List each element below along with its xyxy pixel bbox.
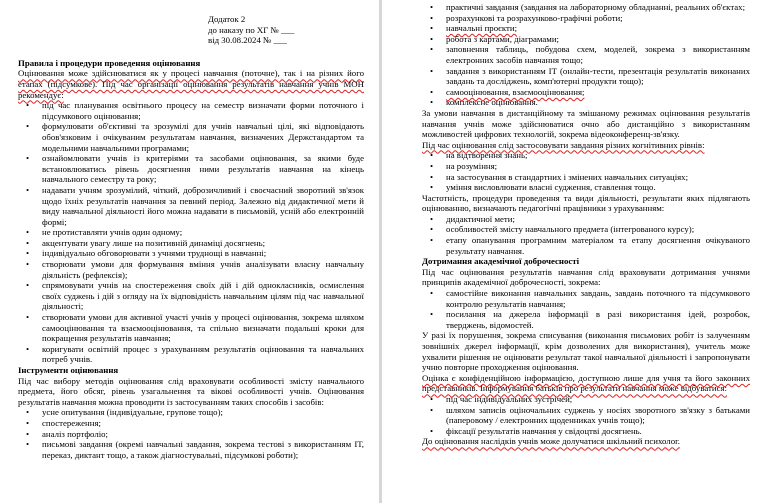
list-item: • індивідуально обговорювати з учнями труднощі в навчанні; [18, 248, 364, 259]
section-heading-tools: Інструменти оцінювання [18, 365, 119, 375]
list-item: • навчальні проєкти; [422, 23, 750, 34]
list-item: • самостійне виконання навчальних завдань, завдань поточного та підсумкового контролю результатів навчання; [422, 288, 750, 309]
parent-information-list [422, 394, 750, 436]
list-item: • створювати умови для активної участі учнів у процесі оцінювання, зокрема шляхом самооцінювання та взаємооцінювання, та спільно визначати подальші кроки для покращення результатів навчання; [18, 312, 364, 344]
list-item: • особливостей змісту навчального предмета (інтегрованого курсу); [422, 224, 750, 235]
integrity-list [422, 288, 750, 330]
section-heading-rules: Правила і процедури проведення оцінювання [18, 57, 201, 68]
remote-learning-paragraph: За умови навчання в дистанційному та змішаному режимах оцінювання результатів навчання учнів може здійснюватися очно або дистанційно з використанням можливостей цифрових технологій, зокрема відеоконференц-зв'язку. [422, 107, 750, 140]
rules-intro-paragraph: Оцінювання може здійснюватися як у процесі навчання (поточне), так і на різних його етапах (підсумкове). Під час організації оцінювання результатів навчання учнів МОН рекомендує: [18, 68, 364, 100]
section-heading-integrity: Дотримання академічної доброчесності [422, 256, 580, 267]
list-item: • на відтворення знань; [422, 150, 750, 161]
list-item: • спостереження; [18, 418, 364, 429]
list-item: • створювати умови для формування вміння учнів аналізувати власну навчальну діяльність (рефлексія); [18, 259, 364, 280]
rules-list [18, 100, 364, 365]
confidentiality-paragraph: Оцінка є конфіденційною інформацією, доступною лише для учня та його законних представників. Інформування батьків про результати навчання може відбуватися: [422, 372, 750, 394]
list-item: • уміння висловлювати власні судження, ставлення тощо. [422, 182, 750, 193]
page-content [422, 2, 750, 447]
list-item: • під час індивідуальних зустрічей; [422, 394, 750, 405]
tools-intro-paragraph: Під час вибору методів оцінювання слід враховувати особливості змісту навчального предмета, його обсяг, рівень узагальнення та вікові особливості учнів. Оцінювання результатів навчання можна проводити із застосуванням таких способів і засобів: [18, 375, 364, 407]
integrity-intro-paragraph: Під час оцінювання результатів навчання слід враховувати дотримання учнями принципів академічної доброчесності, зокрема: [422, 266, 750, 288]
list-item: • надавати учням зрозумілий, чіткий, доброзичливий і своєчасний зворотний зв'язок щодо їхніх результатів навчання за певний період. Залежно від дидактичної мети й виду навчальної діяльності його можна надавати в письмовій, усній або електронній формі; [18, 185, 364, 227]
list-item: • самооцінювання, взаємооцінювання; [422, 87, 750, 98]
list-item: • посилання на джерела інформації в разі використання ідей, розробок, тверджень, відомостей. [422, 309, 750, 330]
list-item: • завдання з використанням ІТ (онлайн-тести, презентація результатів виконаних завдань та досліджень, комп'ютерні продукти тощо); [422, 66, 750, 87]
violation-paragraph: У разі їх порушення, зокрема списування (виконання письмових робіт із залученням зовнішніх джерел інформації, крім дозволених для використання), учитель може ухвалити рішення не оцінювати результат такої навчальної діяльності і запропонувати учню повторне проходження оцінювання. [422, 330, 750, 373]
list-item: • ознайомлювати учнів із критеріями та засобами оцінювання, за якими буде встановлюватись рівень досягнення ними результатів навчання на кінець навчального семестру та року; [18, 153, 364, 185]
list-item: • аналіз портфоліо; [18, 429, 364, 440]
cognitive-levels-list [422, 150, 750, 192]
list-item: • фіксації результатів навчання у свідоцтві досягнень. [422, 426, 750, 437]
list-item: • формулювати об'єктивні та зрозумілі для учнів навчальні цілі, які відповідають обов'язковим і очікуваним результатам навчання, визначених Держстандартом та модельними навчальними програмами; [18, 121, 364, 153]
frequency-list [422, 214, 750, 256]
order-date-line: від 30.08.2024 № ___ [208, 35, 287, 46]
list-item: • комплексне оцінювання. [422, 97, 750, 108]
list-item: • заповнення таблиць, побудова схем, моделей, зокрема з використанням електронних засобів навчання тощо; [422, 44, 750, 65]
list-item: • під час планування освітнього процесу на семестр визначати форми поточного і підсумкового оцінювання; [18, 100, 364, 121]
appendix-title: Додаток 2 [208, 14, 246, 24]
cognitive-levels-intro: Під час оцінювання слід застосовувати завдання різних когнітивних рівнів: [422, 139, 705, 150]
frequency-paragraph: Частотність, процедури проведення та види діяльності, результати яких підлягають оцінюванню, визначають педагогічні працівники з урахуванням: [422, 192, 750, 214]
list-item: • дидактичної мети; [422, 214, 750, 225]
psychologist-line: До оцінювання наслідків учнів може долучатися шкільний психолог. [422, 436, 680, 447]
document-page-right [382, 0, 758, 503]
tools-list [18, 407, 364, 460]
list-item: • розрахункові та розрахунково-графічні роботи; [422, 13, 750, 24]
list-item: • етапу опанування програмним матеріалом та етапу досягнення очікуваного результату навчання. [422, 235, 750, 256]
order-number-line: до наказу по ХГ № ___ [208, 24, 295, 35]
list-item: • акцентувати увагу лише на позитивній динаміці досягнень; [18, 238, 364, 249]
list-item: • спрямовувати учнів на спостереження своїх дій і дій однокласників, осмислення своїх суджень і дій з огляду на їх відповідність навчальним цілям під час навчальної діяльності; [18, 280, 364, 312]
list-item: • коригувати освітній процес з урахуванням результатів оцінювання та навчальних потреб учнів. [18, 344, 364, 365]
list-item: • усне опитування (індивідуальне, групове тощо); [18, 407, 364, 418]
appendix-header [208, 14, 364, 46]
list-item: • на розуміння; [422, 161, 750, 172]
page-content [18, 14, 364, 460]
list-item: • шляхом записів оціночальних суджень у носіях зворотного зв'язку з батьками (паперовому / електронних щоденниках учнів тощо); [422, 405, 750, 426]
list-item: • практичні завдання (завдання на лабораторному обладнанні, реальних об'єктах; [422, 2, 750, 13]
list-item: • робота з картами, діаграмами; [422, 34, 750, 45]
list-item: • письмові завдання (окремі навчальні завдання, зокрема тестові з використанням ІТ, переказ, диктант тощо, а також діагностувальні, підсумкові роботи); [18, 439, 364, 460]
tools-list-continued [422, 2, 750, 108]
list-item: • на застосування в стандартних і змінених навчальних ситуаціях; [422, 172, 750, 183]
list-item: • не протиставляти учнів один одному; [18, 227, 364, 238]
